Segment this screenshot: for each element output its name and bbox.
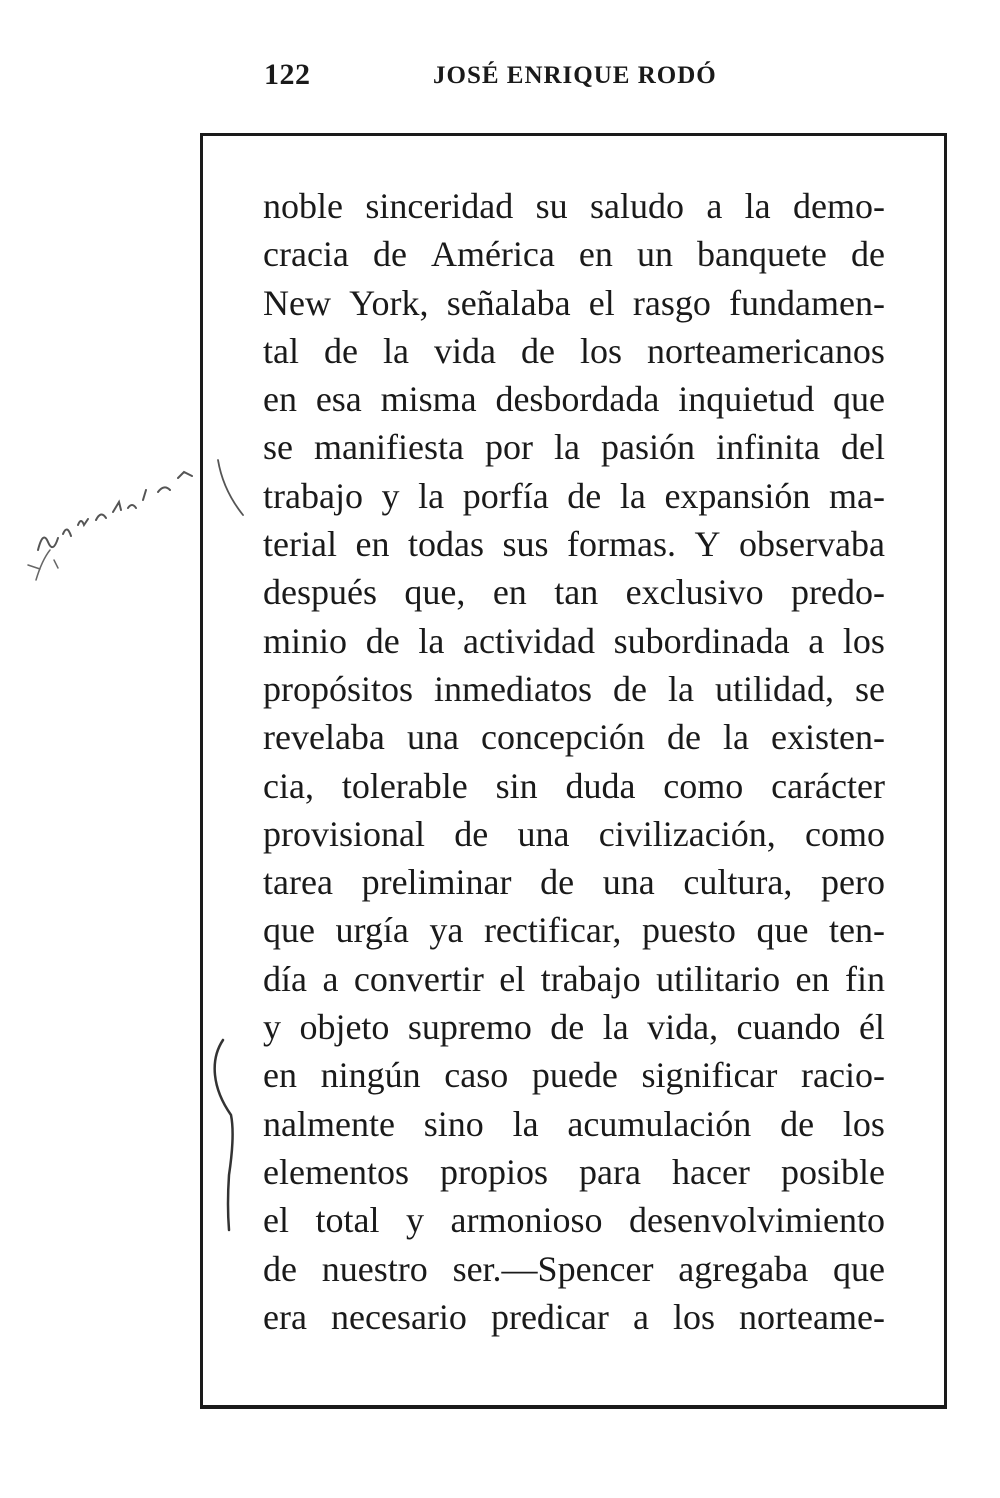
- text-line: en esa misma desbordada inquietud que: [263, 379, 885, 420]
- text-line: tal de la vida de los norteamericanos: [263, 330, 885, 371]
- running-head: JOSÉ ENRIQUE RODÓ: [433, 62, 717, 89]
- text-line: el total y armonioso desenvolvimiento: [263, 1200, 885, 1241]
- text-line: era necesario predicar a los norteame-: [263, 1296, 885, 1337]
- text-line: día a convertir el trabajo utilitario en fin: [263, 958, 885, 999]
- text-line: en ningún caso puede significar racio-: [263, 1055, 885, 1096]
- text-line: y objeto supremo de la vida, cuando él: [263, 1007, 885, 1048]
- margin-bracket-icon: [205, 1035, 245, 1235]
- page-number: 122: [264, 58, 311, 91]
- text-line: se manifiesta por la pasión infinita del: [263, 427, 885, 468]
- text-line: New York, señalaba el rasgo fundamen-: [263, 282, 885, 323]
- text-line: revelaba una concepción de la existen-: [263, 717, 885, 758]
- text-line: tarea preliminar de una cultura, pero: [263, 862, 885, 903]
- text-line: elementos propios para hacer posible: [263, 1151, 885, 1192]
- text-line: noble sinceridad su saludo a la demo-: [263, 186, 885, 226]
- text-line: terial en todas sus formas. Y observaba: [263, 524, 885, 565]
- page-header: [258, 58, 728, 94]
- text-line: que urgía ya rectificar, puesto que ten-: [263, 910, 885, 951]
- text-line: propósitos inmediatos de la utilidad, se: [263, 668, 885, 709]
- body-text: [263, 182, 885, 1341]
- text-line: cracia de América en un banquete de: [263, 234, 885, 275]
- text-line: cia, tolerable sin duda como carácter: [263, 765, 885, 806]
- text-line: provisional de una civilización, como: [263, 813, 885, 854]
- text-line: de nuestro ser.—Spencer agregaba que: [263, 1248, 885, 1289]
- handwritten-scribble-icon: [18, 430, 248, 590]
- text-line: nalmente sino la acumulación de los: [263, 1103, 885, 1144]
- text-line: minio de la actividad subordinada a los: [263, 620, 885, 661]
- text-line: después que, en tan exclusivo predo-: [263, 572, 885, 613]
- text-line: trabajo y la porfía de la expansión ma-: [263, 475, 885, 516]
